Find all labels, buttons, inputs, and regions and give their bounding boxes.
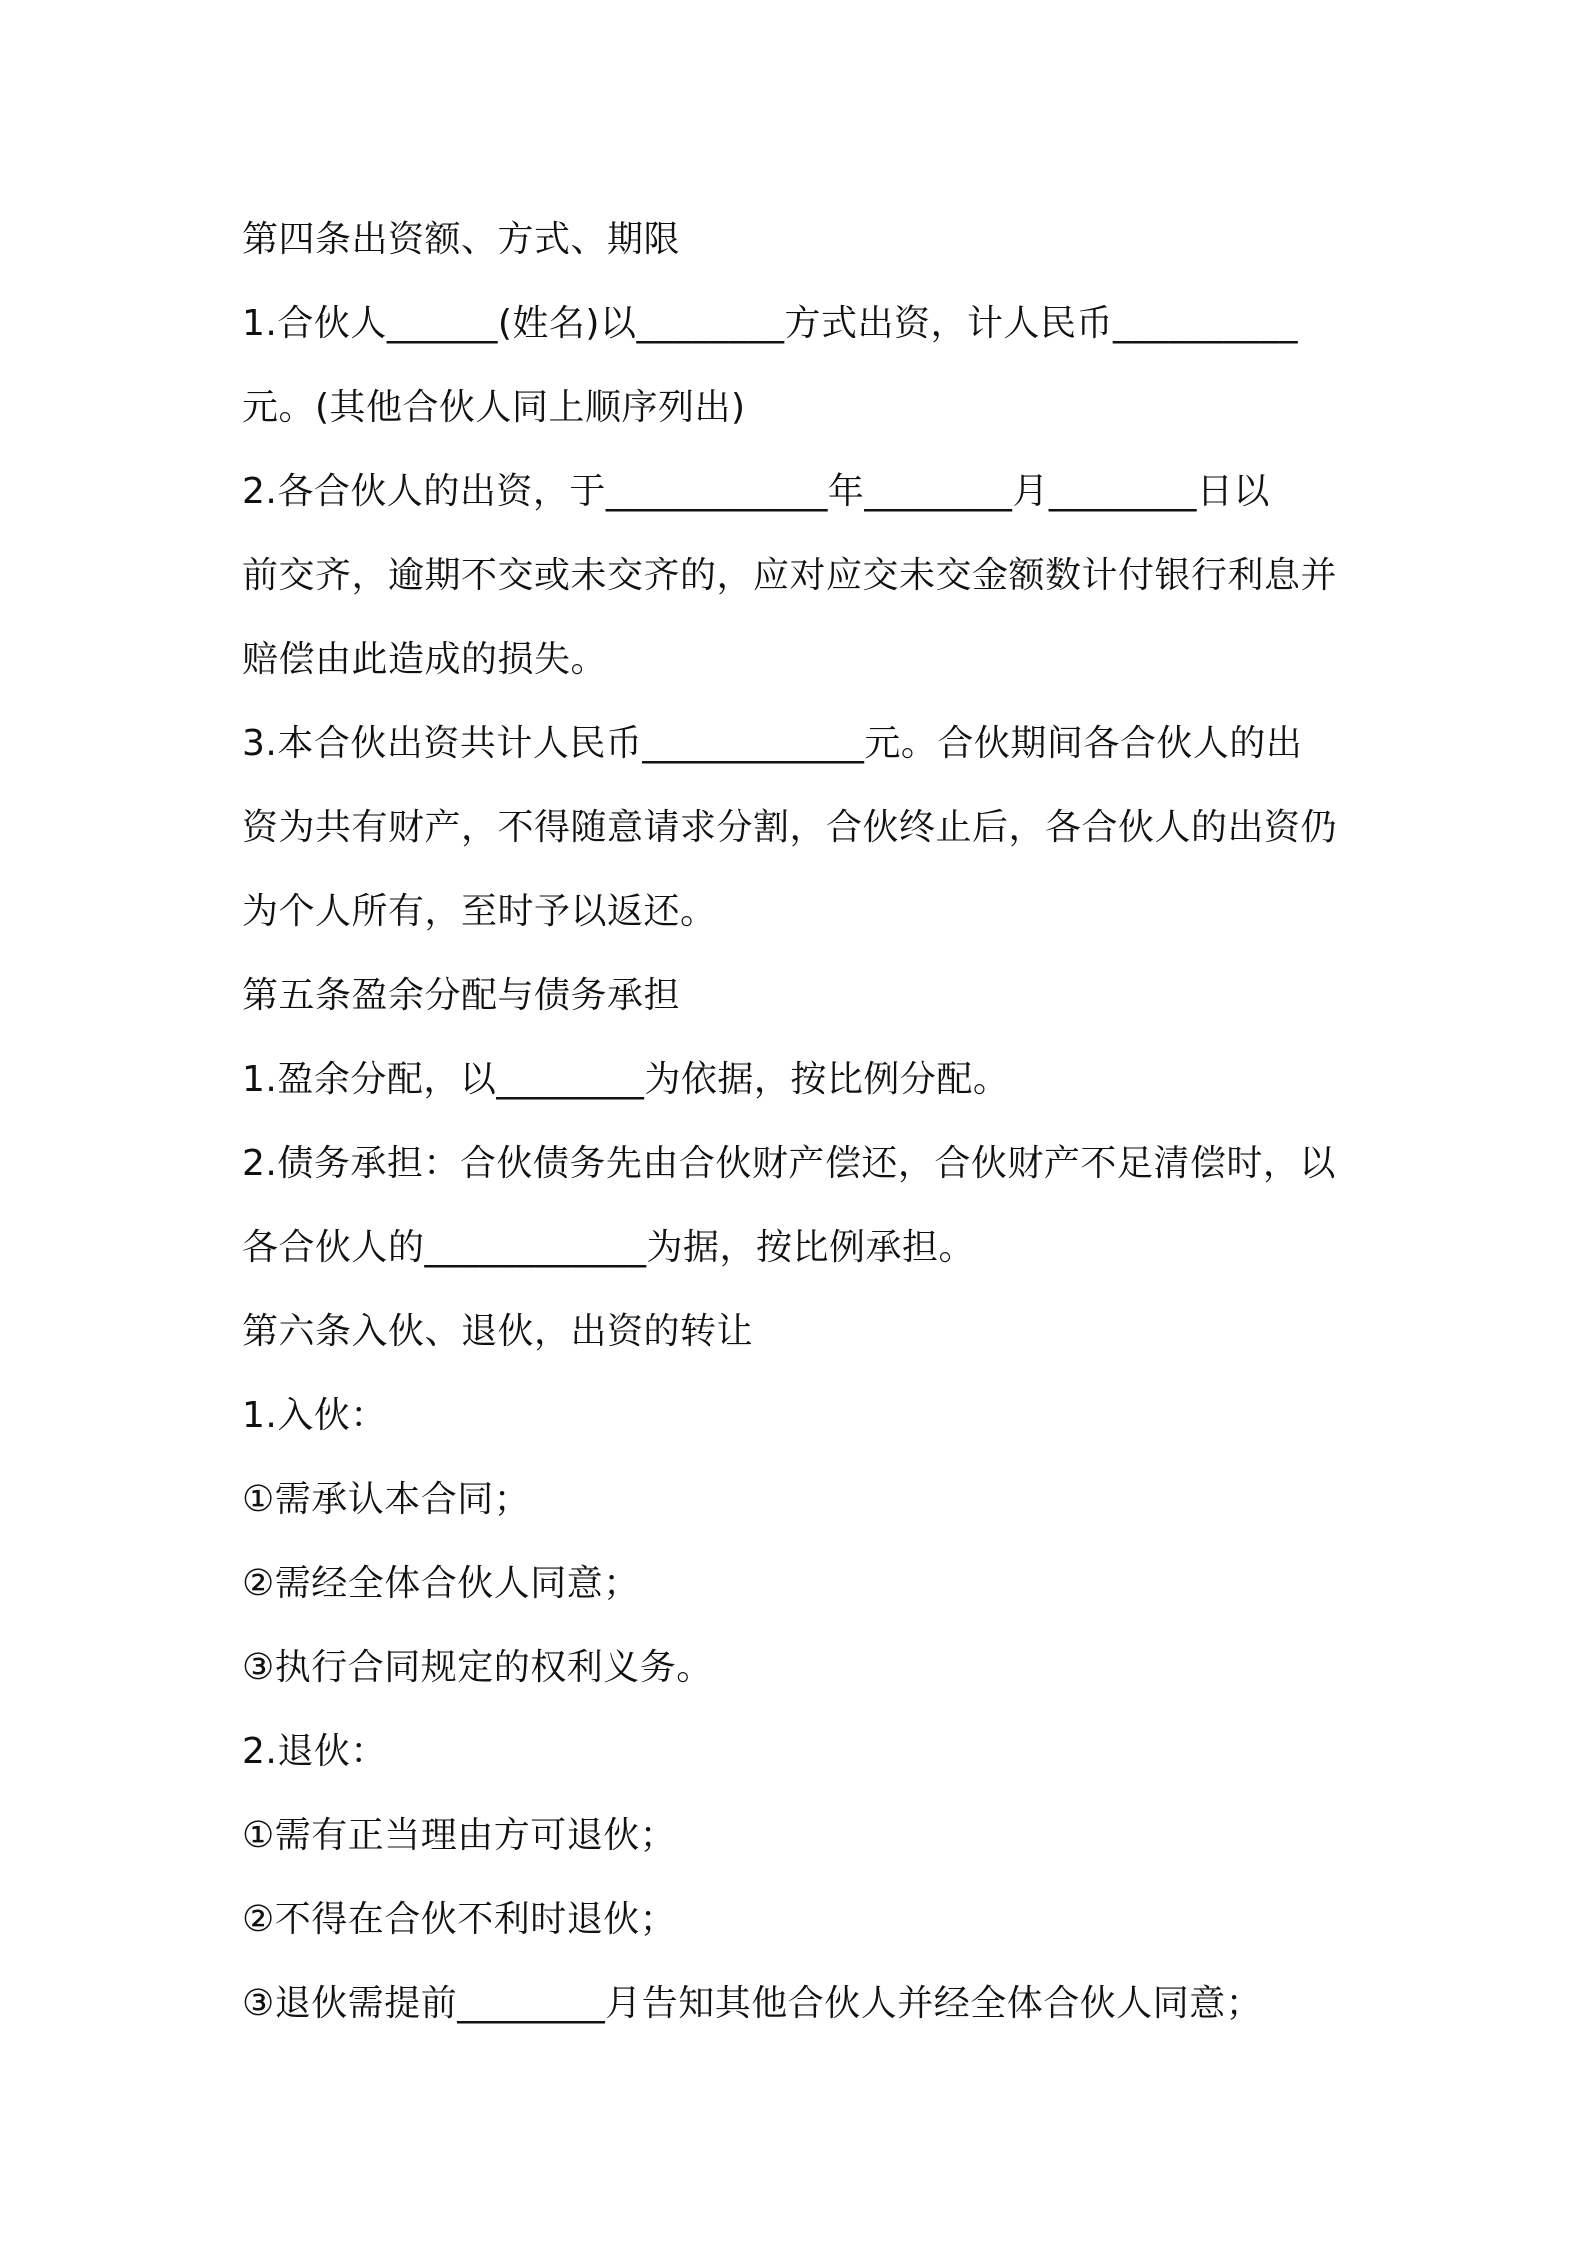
clause-4-2-line-2: 前交齐，逾期不交或未交齐的，应对应交未交金额数计付银行利息并	[242, 555, 1338, 596]
clause-6-1-item-2: ②需经全体合伙人同意；	[242, 1563, 640, 1604]
clause-4-2-line-1: 2.各合伙人的出资，于____________年________月________日以	[242, 471, 1270, 512]
article-6-heading: 第六条入伙、退伙，出资的转让	[242, 1311, 754, 1352]
article-5-heading: 第五条盈余分配与债务承担	[242, 975, 681, 1016]
clause-4-3-line-3: 为个人所有，至时予以返还。	[242, 891, 717, 932]
clause-4-3-line-1: 3.本合伙出资共计人民币____________元。合伙期间各合伙人的出	[242, 723, 1303, 764]
clause-6-2-item-3: ③退伙需提前________月告知其他合伙人并经全体合伙人同意；	[242, 1983, 1263, 2024]
clause-4-1-line-2: 元。(其他合伙人同上顺序列出)	[242, 387, 746, 428]
clause-6-1-item-1: ①需承认本合同；	[242, 1479, 531, 1520]
clause-5-1: 1.盈余分配，以________为依据，按比例分配。	[242, 1059, 1010, 1100]
clause-4-1-line-1: 1.合伙人______(姓名)以________方式出资，计人民币__________	[242, 303, 1298, 344]
clause-5-2-line-1: 2.债务承担：合伙债务先由合伙财产偿还，合伙财产不足清偿时，以	[242, 1143, 1336, 1184]
article-4-heading: 第四条出资额、方式、期限	[242, 219, 681, 260]
clause-6-2-item-2: ②不得在合伙不利时退伙；	[242, 1899, 677, 1940]
clause-6-1-item-3: ③执行合同规定的权利义务。	[242, 1647, 713, 1688]
clause-4-3-line-2: 资为共有财产，不得随意请求分割，合伙终止后，各合伙人的出资仍	[242, 807, 1338, 848]
clause-6-2: 2.退伙：	[242, 1731, 387, 1772]
contract-text	[242, 198, 1362, 2046]
clause-6-2-item-1: ①需有正当理由方可退伙；	[242, 1815, 677, 1856]
clause-6-1: 1.入伙：	[242, 1395, 387, 1436]
clause-4-2-line-3: 赔偿由此造成的损失。	[242, 639, 608, 680]
clause-5-2-line-2: 各合伙人的____________为据，按比例承担。	[242, 1227, 976, 1268]
